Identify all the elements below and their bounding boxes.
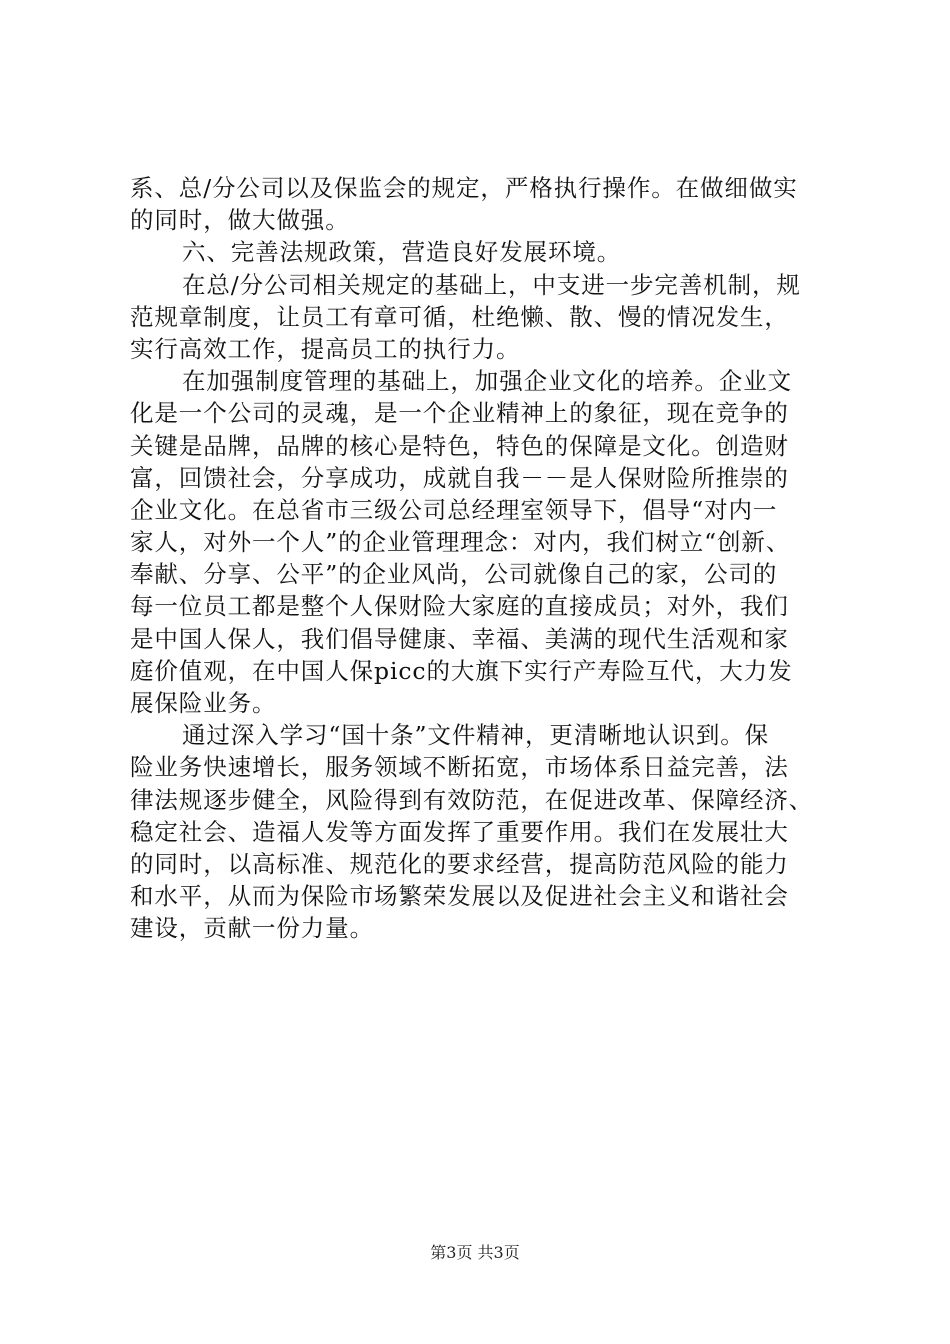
text-line: 范规章制度，让员工有章可循，杜绝懒、散、慢的情况发生，	[130, 302, 789, 331]
section-heading: 六、完善法规政策，营造良好发展环境。	[182, 238, 622, 267]
text-line: 关键是品牌，品牌的核心是特色，特色的保障是文化。创造财	[130, 431, 789, 460]
text-line: 的同时，做大做强。	[130, 206, 350, 235]
text-line: 稳定社会、造福人发等方面发挥了重要作用。我们在发展壮大	[130, 817, 789, 846]
text-line: 家人，对外一个人”的企业管理理念：对内，我们树立“创新、	[130, 528, 791, 557]
text-line: 实行高效工作，提高员工的执行力。	[130, 334, 521, 363]
text-line: 企业文化。在总省市三级公司总经理室领导下，倡导“对内一	[130, 495, 778, 524]
text-line: 律法规逐步健全，风险得到有效防范，在促进改革、保障经济、	[130, 785, 814, 814]
text-line: 和水平，从而为保险市场繁荣发展以及促进社会主义和谐社会	[130, 882, 789, 911]
text-line: 是中国人保人，我们倡导健康、幸福、美满的现代生活观和家	[130, 624, 789, 653]
text-line: 化是一个公司的灵魂，是一个企业精神上的象征，现在竞争的	[130, 399, 789, 428]
text-line: 险业务快速增长，服务领域不断拓宽，市场体系日益完善，法	[130, 753, 789, 782]
text-line: 在总/分公司相关规定的基础上，中支进一步完善机制，规	[182, 270, 801, 299]
text-line: 奉献、分享、公平”的企业风尚，公司就像自己的家，公司的	[130, 560, 778, 589]
text-line: 通过深入学习“国十条”文件精神，更清晰地认识到。保	[182, 721, 770, 750]
text-line: 的同时，以高标准、规范化的要求经营，提高防范风险的能力	[130, 849, 789, 878]
text-line: 系、总/分公司以及保监会的规定，严格执行操作。在做细做实	[130, 174, 798, 202]
text-line: 在加强制度管理的基础上，加强企业文化的培养。企业文	[182, 367, 792, 396]
text-line: 展保险业务。	[130, 689, 277, 717]
text-line: 庭价值观，在中国人保picc的大旗下实行产寿险互代，大力发	[130, 656, 793, 685]
text-line: 富，回馈社会，分享成功，成就自我－－是人保财险所推崇的	[130, 463, 789, 492]
page-footer: 第3页 共3页	[430, 1243, 520, 1262]
text-line: 每一位员工都是整个人保财险大家庭的直接成员；对外，我们	[130, 592, 789, 621]
text-line: 建设，贡献一份力量。	[130, 914, 374, 943]
document-body	[130, 172, 840, 945]
